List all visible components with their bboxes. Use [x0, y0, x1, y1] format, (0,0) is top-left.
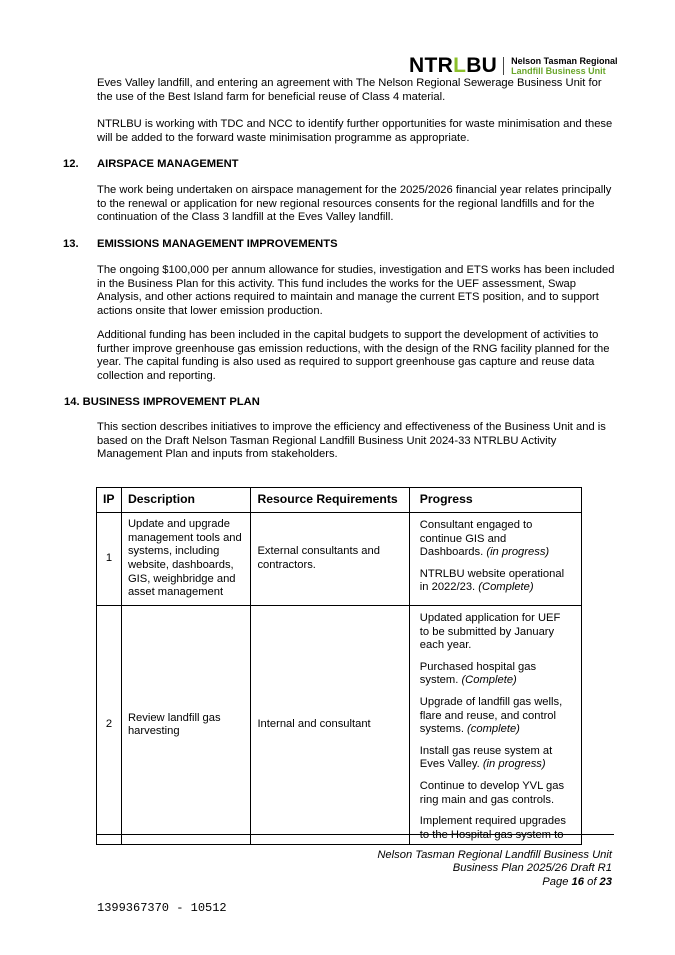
header-ip: IP [97, 488, 122, 513]
progress-status: (in progress) [486, 546, 550, 559]
section-13-heading: EMISSIONS MANAGEMENT IMPROVEMENTS [97, 238, 338, 250]
progress-status: (in progress) [482, 758, 546, 771]
table-header-row [97, 488, 582, 513]
row-ip: 2 [97, 605, 122, 844]
improvement-plan-table [96, 487, 582, 845]
row-resources: Internal and consultant [251, 605, 409, 844]
section-13-paragraph-1: The ongoing $100,000 per annum allowance for studies, investigation and ETS works has been included in the Business Plan for this activity. This fund includes the works for the UEF assessment, Swap Analysis, and other actions required to maintain and manage the current ETS position, and to support actions onsite that lower emission production. [97, 264, 615, 317]
header-progress: Progress [409, 488, 581, 513]
progress-item: Upgrade of landfill gas wells, flare and reuse, and control systems. (complete) [419, 695, 563, 736]
footer-line-2: Business Plan 2025/26 Draft R1 [452, 862, 612, 875]
progress-status: (Complete) [461, 674, 517, 687]
logo-line-1: Nelson Tasman Regional [511, 56, 618, 66]
section-14-heading: 14. BUSINESS IMPROVEMENT PLAN [64, 396, 260, 408]
progress-item: Updated application for UEF to be submitted by January each year. [419, 611, 561, 652]
logo-text [511, 56, 617, 76]
footer-rule [97, 834, 614, 835]
section-14-paragraph: This section describes initiatives to improve the efficiency and effectiveness of the Business Unit and is based on the Draft Nelson Tasman Regional Landfill Business Unit 2024-33 NTRLBU Activity Management Plan and inputs from stakeholders. [97, 421, 606, 461]
progress-item: NTRLBU website operational in 2022/23. (Complete) [419, 567, 565, 594]
section-12-paragraph: The work being undertaken on airspace management for the 2025/2026 financial year relates principally to the renewal or application for new regional resources consents for the regional landfills and for the continuation of the Class 3 landfill at the Eves Valley landfill. [97, 184, 612, 224]
progress-item: Implement required upgrades [419, 815, 566, 828]
logo-line-2: Landfill Business Unit [511, 66, 606, 76]
section-12-heading: AIRSPACE MANAGEMENT [97, 158, 239, 170]
table-row [97, 605, 582, 844]
header-description: Description [121, 488, 251, 513]
progress-status: (Complete) [478, 581, 534, 594]
row-resources: External consultants and contractors. [251, 513, 409, 606]
progress-item: Install gas reuse system at Eves Valley. (in progress) [419, 744, 553, 771]
row-description: Update and upgrade management tools and systems, including website, dashboards, GIS, weighbridge and asset management [121, 513, 251, 606]
intro-paragraph-2: NTRLBU is working with TDC and NCC to identify further opportunities for waste minimisation and these will be added to the forward waste minimisation programme as appropriate. [97, 118, 613, 144]
progress-item: Continue to develop YVL gas ring main and gas controls. [419, 779, 565, 806]
header-resources: Resource Requirements [251, 488, 409, 513]
document-id: 1399367370 - 10512 [97, 901, 227, 915]
logo-mark: NTRLBU [409, 54, 498, 77]
page-number: Page 16 of 23 [542, 875, 612, 888]
table-row [97, 513, 582, 606]
logo-divider [503, 57, 504, 75]
row-ip: 1 [97, 513, 122, 606]
section-13-paragraph-2: Additional funding has been included in the capital budgets to support the development of activities to further improve greenhouse gas emission reductions, with the design of the RNG facility planned for the year. The capital funding is also used as required to support greenhouse gas capture and reuse data collection and reporting. [97, 329, 610, 382]
section-13-number: 13. [63, 238, 79, 250]
intro-paragraph-1: Eves Valley landfill, and entering an agreement with The Nelson Regional Sewerage Business Unit for the use of the Best Island farm for beneficial reuse of Class 4 material. [97, 77, 602, 103]
row-description: Review landfill gas harvesting [121, 605, 251, 844]
progress-status: (complete) [467, 723, 520, 736]
section-12-number: 12. [63, 158, 79, 170]
ntrlbu-logo [409, 54, 618, 78]
row-progress [409, 605, 581, 844]
footer-line-1: Nelson Tasman Regional Landfill Business Unit [377, 849, 612, 861]
progress-item: Consultant engaged to continue GIS and Dashboards. (in progress) [419, 519, 550, 559]
progress-item: Purchased hospital gas system. (Complete) [419, 660, 537, 687]
row-progress [409, 513, 581, 606]
page-footer [377, 849, 612, 889]
